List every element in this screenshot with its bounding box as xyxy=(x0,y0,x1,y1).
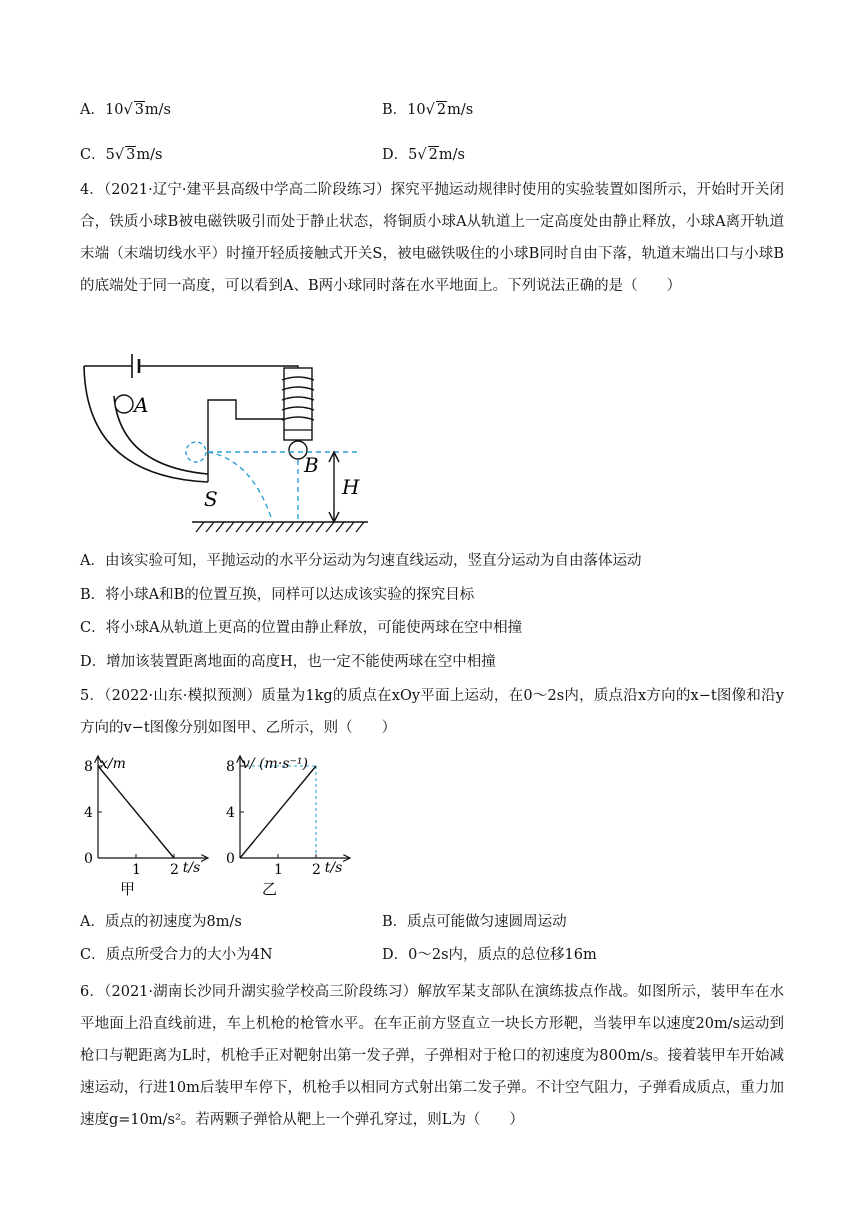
origin-label: 0 xyxy=(84,851,93,867)
option-label: B． xyxy=(382,102,408,118)
option-label: A． xyxy=(80,102,105,118)
track-outer xyxy=(84,366,208,482)
q5-stem: 5．（2022·山东·模拟预测）质量为1kg的质点在xOy平面上运动，在0～2s内，质点沿x方向的x−t图像和沿y方向的v−t图像分别如图甲、乙所示，则（ ） xyxy=(80,688,784,736)
x-tick-label: 1 xyxy=(132,862,141,878)
x-tick-label: 2 xyxy=(170,862,179,878)
label-a: A xyxy=(134,393,149,417)
ground-hatch xyxy=(196,522,364,532)
chart-caption: 甲 xyxy=(120,880,136,898)
q6-stem: 6．（2021·湖南长沙同升湖实验学校高三阶段练习）解放军某支部队在演练拔点作战。如图所示，装甲车在水平地面上沿直线前进，车上机枪的枪管水平。在车正前方竖直立一块长方形靶，当装甲车以速度20m/s运动到枪口与靶距离为L时，机枪手正对靶射出第一发子弹，子弹相对于枪口的初速度为800m/s。接着装甲车开始减速运动，行进10m后装甲车停下，机枪手以相同方式射出第二发子弹。不计空气阻力，子弹看成质点，重力加速度g=10m/s²。若两颗子弹恰从靶上一个弹孔穿过，则L为（ ） xyxy=(80,984,784,1128)
q3-option-c: C．5√ 3m/s xyxy=(80,147,163,163)
series-line xyxy=(240,766,316,858)
x-axis-label: t/s xyxy=(182,860,201,876)
q4-option-b: B．将小球A和B的位置互换，同样可以达成该实验的探究目标 xyxy=(80,587,475,603)
y-axis-label: x/m xyxy=(100,756,126,772)
y-tick-label: 4 xyxy=(84,805,93,821)
q3-option-a: A．10√ 3m/s xyxy=(80,102,171,118)
chart-v-t-yi xyxy=(222,752,372,900)
ball-a xyxy=(115,395,133,413)
q5-option-d: D．0～2s内，质点的总位移16m xyxy=(382,947,597,963)
q4-stem: 4．（2021·辽宁·建平县高级中学高二阶段练习）探究平抛运动规律时使用的实验装置如图所示，开始时开关闭合，铁质小球B被电磁铁吸引而处于静止状态，将铜质小球A从轨道上一定高度处由静止释放，小球A离开轨道末端（末端切线水平）时撞开轻质接触式开关S，被电磁铁吸住的小球B同时自由下落，轨道末端出口与小球B的底端处于同一高度，可以看到A、B两小球同时落在水平地面上。下列说法正确的是（ ） xyxy=(80,182,784,294)
x-tick-label: 2 xyxy=(312,862,321,878)
sqrt-sign: √ 3 xyxy=(123,102,144,118)
origin-label: 0 xyxy=(226,851,235,867)
q5-option-a: A．质点的初速度为8m/s xyxy=(80,914,242,930)
label-b: B xyxy=(304,453,319,477)
option-label: C． xyxy=(80,147,106,163)
sqrt-sign: √ 2 xyxy=(425,102,447,118)
label-s: S xyxy=(204,487,218,511)
chart-x-t-jia xyxy=(80,752,220,900)
y-tick-label: 8 xyxy=(226,759,235,775)
switch-wire xyxy=(208,400,284,482)
chart-caption: 乙 xyxy=(262,880,278,898)
q4-option-d: D．增加该装置距离地面的高度H，也一定不能使两球在空中相撞 xyxy=(80,654,496,670)
wire-top xyxy=(139,366,298,368)
q3-option-b: B．10√ 2m/s xyxy=(382,102,474,118)
label-h: H xyxy=(342,475,360,499)
sqrt-sign: √ 3 xyxy=(114,147,136,163)
y-axis-label: v/ (m·s⁻¹) xyxy=(242,756,308,772)
x-axis-label: t/s xyxy=(324,860,343,876)
q4-apparatus-figure xyxy=(76,344,376,534)
series-line xyxy=(98,766,174,858)
option-label: D． xyxy=(382,147,409,163)
y-tick-label: 4 xyxy=(226,805,235,821)
q4-option-c: C．将小球A从轨道上更高的位置由静止释放，可能使两球在空中相撞 xyxy=(80,620,523,636)
q5-option-c: C．质点所受合力的大小为4N xyxy=(80,947,273,963)
q4-option-a: A．由该实验可知，平抛运动的水平分运动为匀速直线运动，竖直分运动为自由落体运动 xyxy=(80,553,642,569)
ball-a-exit-dashed xyxy=(186,442,206,462)
sqrt-sign: √ 2 xyxy=(417,147,438,163)
q3-option-d: D．5√ 2m/s xyxy=(382,147,465,163)
q5-option-b: B．质点可能做匀速圆周运动 xyxy=(382,914,567,930)
y-tick-label: 8 xyxy=(84,759,93,775)
x-tick-label: 1 xyxy=(274,862,283,878)
